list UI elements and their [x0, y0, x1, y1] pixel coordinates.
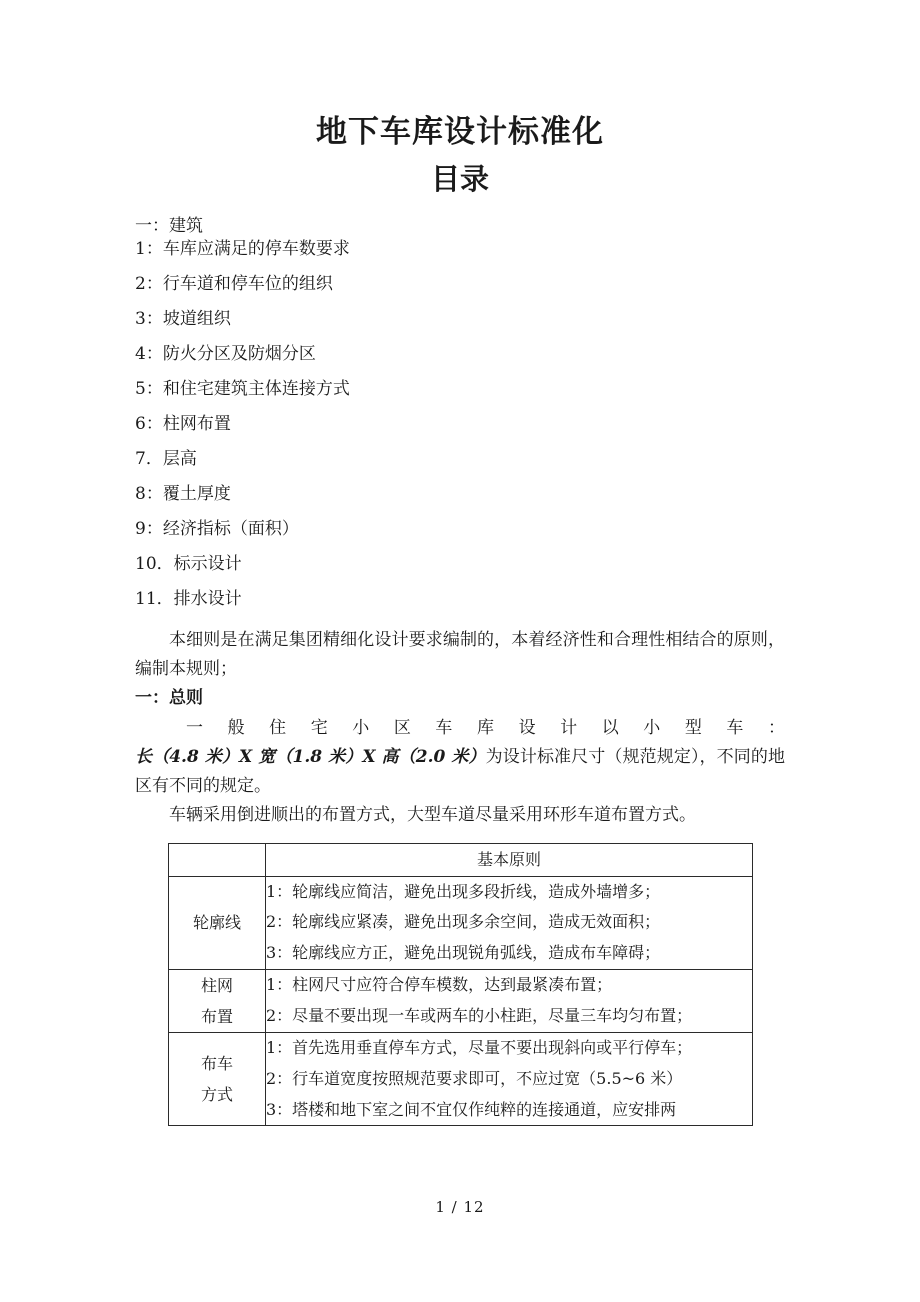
toc-item-10: 10．标示设计	[135, 553, 242, 574]
list-item: 1：柱网尺寸应符合停车模数，达到最紧凑布置；	[266, 975, 613, 995]
toc-heading: 一：建筑	[135, 215, 203, 236]
section-heading-general: 一：总则	[135, 688, 203, 709]
list-item: 2：行车道宽度按照规范要求即可，不应过宽（5.5~6 米）	[266, 1068, 683, 1088]
preamble-paragraph: 本细则是在满足集团精细化设计要求编制的，本着经济性和合理性相结合的原则，编制本规则；	[135, 629, 785, 680]
general-paragraph-layout: 车辆采用倒进顺出的布置方式，大型车道尽量采用环形车道布置方式。	[169, 805, 696, 826]
dimensions-value: 长（4.8 米）X 宽（1.8 米）X 高（2.0 米）	[135, 746, 486, 767]
page-number-indicator: 1 / 12	[435, 1198, 485, 1216]
row-content-column-grid	[266, 969, 753, 1032]
toc-item-4: 4：防火分区及防烟分区	[135, 343, 316, 364]
table-of-contents	[135, 215, 785, 609]
principles-table-wrapper	[135, 843, 785, 1127]
toc-item-2: 2：行车道和停车位的组织	[135, 273, 333, 294]
toc-item-6: 6：柱网布置	[135, 413, 231, 434]
toc-item-7: 7．层高	[135, 448, 197, 469]
table-row	[169, 1033, 753, 1126]
toc-item-11: 11．排水设计	[135, 588, 242, 609]
page-footer	[0, 1198, 920, 1216]
table-header-row	[169, 843, 753, 876]
list-item: 2：尽量不要出现一车或两车的小柱距，尽量三车均匀布置；	[266, 1005, 693, 1025]
table-header-title-cell: 基本原则	[266, 843, 753, 876]
list-item: 1：轮廓线应简洁，避免出现多段折线，造成外墙增多；	[266, 881, 661, 901]
row-label-column-grid: 柱网 布置	[169, 969, 266, 1032]
toc-item-5: 5：和住宅建筑主体连接方式	[135, 378, 350, 399]
list-item: 1：首先选用垂直停车方式，尽量不要出现斜向或平行停车；	[266, 1038, 693, 1058]
list-item: 3：塔楼和地下室之间不宜仅作纯粹的连接通道，应安排两	[266, 1099, 677, 1119]
principles-table	[168, 843, 753, 1127]
toc-item-9: 9：经济指标（面积）	[135, 518, 299, 539]
table-row	[169, 969, 753, 1032]
row-content-outline	[266, 876, 753, 969]
list-item: 3：轮廓线应方正，避免出现锐角弧线，造成布车障碍；	[266, 943, 661, 963]
document-title: 地下车库设计标准化	[316, 114, 604, 150]
document-body	[0, 215, 920, 1126]
table-header-blank-cell	[169, 843, 266, 876]
general-paragraph-dimensions	[135, 714, 785, 802]
document-subtitle: 目录	[430, 161, 489, 196]
toc-item-3: 3：坡道组织	[135, 308, 231, 329]
toc-item-8: 8：覆土厚度	[135, 483, 231, 504]
toc-item-1: 1：车库应满足的停车数要求	[135, 238, 350, 259]
row-label-outline: 轮廓线	[169, 876, 266, 969]
dimensions-lead-text: 一般住宅小区车库设计以小型车：	[186, 717, 785, 738]
table-row	[169, 876, 753, 969]
list-item: 2：轮廓线应紧凑，避免出现多余空间，造成无效面积；	[266, 912, 661, 932]
row-content-parking-layout	[266, 1033, 753, 1126]
dimensions-tail-text: 为设计标准尺寸（规范规定），不同的地区有不同的规定。	[135, 746, 786, 797]
row-label-parking-layout: 布车 方式	[169, 1033, 266, 1126]
